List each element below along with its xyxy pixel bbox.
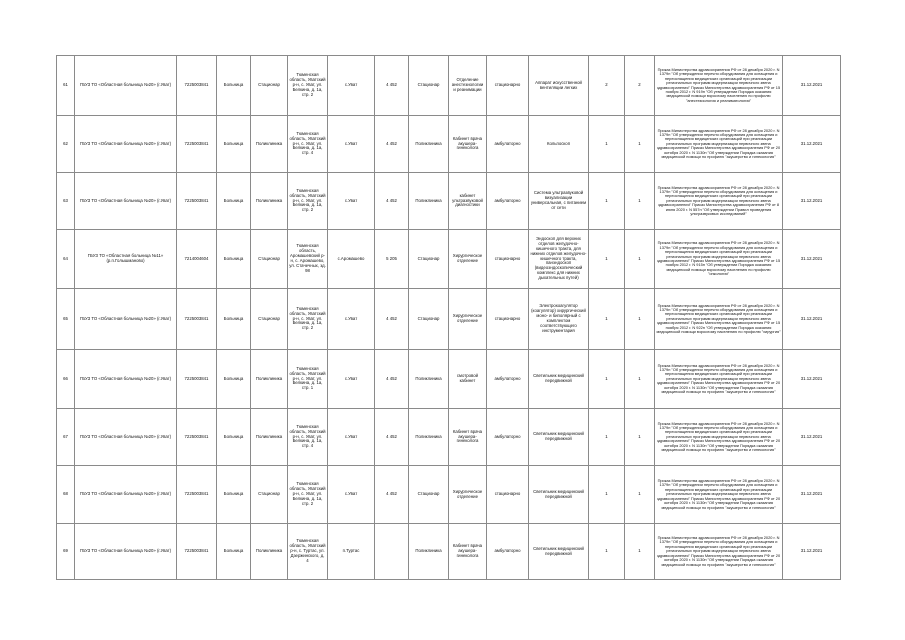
inn-code: 7225003841: [177, 350, 217, 409]
regulatory-document: Приказ Министерства здравоохранения РФ от 28 декабря 2020 г. N 1379н "Об утверждении перечня оборудования для оснащения и переоснащения медицинских организаций при реализации региональных программ модернизации первичного звена здравоохранения" Приказ Министерства здравоохранения РФ от 15 ноября 2012 г. N 915н "Об утверждении Порядка оказания медицинской помощи взрослому населению по профилю "онкология": [655, 230, 783, 289]
organization-name: ГБУЗ ТО «Областная больница №20» (г.Уват): [75, 524, 177, 580]
quantity-planned: 1: [589, 289, 625, 350]
facility-type: Больница: [217, 409, 251, 466]
row-number: 61: [57, 56, 75, 116]
structural-unit: Поликлиника: [409, 524, 449, 580]
row-number: 69: [57, 524, 75, 580]
table-row: [57, 56, 841, 116]
population: 4 452: [375, 116, 409, 173]
care-condition: Стационар: [251, 56, 288, 116]
regulatory-document: Приказ Министерства здравоохранения РФ от 28 декабря 2020 г. N 1379н "Об утверждении перечня оборудования для оснащения и переоснащения медицинских организаций при реализации региональных программ модернизации первичного звена здравоохранения" Приказ Министерства здравоохранения РФ от 20 октября 2020 г. N 1130н "Об утверждении Порядка оказания медицинской помощи по профилю "акушерство и гинекология": [655, 409, 783, 466]
quantity-actual: 1: [625, 173, 655, 230]
care-form: стационарно: [487, 466, 529, 524]
inn-code: 7225003841: [177, 56, 217, 116]
population: 4 452: [375, 56, 409, 116]
facility-type: Больница: [217, 466, 251, 524]
quantity-actual: 1: [625, 230, 655, 289]
department: кабинет ультразвуковой диагностики: [449, 173, 487, 230]
row-number: 63: [57, 173, 75, 230]
population: 4 452: [375, 350, 409, 409]
care-condition: Поликлиника: [251, 409, 288, 466]
care-condition: Стационар: [251, 289, 288, 350]
department: Кабинет врача акушера-гинеколога: [449, 524, 487, 580]
locality: с.Уват: [328, 466, 375, 524]
equipment-name: Светильник медицинский передвижной: [529, 350, 589, 409]
inn-code: 7225003841: [177, 116, 217, 173]
table-row: [57, 173, 841, 230]
organization-name: ГБУЗ ТО «Областная больница №11» (р.п.Голышманово): [75, 230, 177, 289]
equipment-name: Светильник медицинский передвижной: [529, 524, 589, 580]
quantity-planned: 1: [589, 230, 625, 289]
quantity-planned: 1: [589, 116, 625, 173]
quantity-actual: 1: [625, 524, 655, 580]
table-row: [57, 230, 841, 289]
deadline-date: 31.12.2021: [783, 524, 841, 580]
quantity-actual: 2: [625, 56, 655, 116]
facility-type: Больница: [217, 524, 251, 580]
row-number: 67: [57, 409, 75, 466]
department: Хирургическое отделение: [449, 466, 487, 524]
population: 4 452: [375, 289, 409, 350]
department: Кабинет врача акушера-гинеколога: [449, 116, 487, 173]
equipment-name: Светильник медицинский передвижной: [529, 466, 589, 524]
equipment-name: Система ультразвуковой визуализации универсальная, с питанием от сети: [529, 173, 589, 230]
quantity-planned: 1: [589, 173, 625, 230]
table-row: [57, 116, 841, 173]
organization-name: ГБУЗ ТО «Областная больница №20» (г.Уват): [75, 350, 177, 409]
organization-name: ГБУЗ ТО «Областная больница №20» (г.Уват): [75, 56, 177, 116]
facility-type: Больница: [217, 116, 251, 173]
care-condition: Поликлиника: [251, 524, 288, 580]
locality: с.Уват: [328, 289, 375, 350]
care-condition: Поликлиника: [251, 350, 288, 409]
organization-name: ГБУЗ ТО «Областная больница №20» (г.Уват): [75, 409, 177, 466]
row-number: 66: [57, 350, 75, 409]
deadline-date: 31.12.2021: [783, 289, 841, 350]
address: Тюменская область, Уватский р-н, с. Уват, ул. Белкина, д. 1а, стр. 2: [288, 289, 328, 350]
organization-name: ГБУЗ ТО «Областная больница №20» (г.Уват): [75, 289, 177, 350]
inn-code: 7225003841: [177, 289, 217, 350]
regulatory-document: Приказ Министерства здравоохранения РФ от 28 декабря 2020 г. N 1379н "Об утверждении перечня оборудования для оснащения и переоснащения медицинских организаций при реализации региональных программ модернизации первичного звена здравоохранения" Приказ Министерства здравоохранения РФ от 20 октября 2020 г. N 1130н "Об утверждении Порядка оказания медицинской помощи по профилю "акушерство и гинекология": [655, 466, 783, 524]
structural-unit: Стационар: [409, 56, 449, 116]
equipment-name: Светильник медицинский передвижной: [529, 409, 589, 466]
document-page: [56, 55, 841, 580]
care-form: амбулаторно: [487, 116, 529, 173]
table-row: [57, 289, 841, 350]
address: Тюменская область, Уватский р-н, с. Уват, ул. Белкина, д. 1а, стр. 4: [288, 409, 328, 466]
quantity-planned: 1: [589, 466, 625, 524]
quantity-planned: 1: [589, 409, 625, 466]
organization-name: ГБУЗ ТО «Областная больница №20» (г.Уват): [75, 466, 177, 524]
equipment-name: Кольпоскоп: [529, 116, 589, 173]
department: смотровой кабинет: [449, 350, 487, 409]
care-form: стационарно: [487, 289, 529, 350]
structural-unit: Стационар: [409, 230, 449, 289]
row-number: 65: [57, 289, 75, 350]
table-row: [57, 524, 841, 580]
deadline-date: 31.12.2021: [783, 230, 841, 289]
deadline-date: 31.12.2021: [783, 116, 841, 173]
department: Хирургическое отделение: [449, 230, 487, 289]
deadline-date: 31.12.2021: [783, 350, 841, 409]
row-number: 62: [57, 116, 75, 173]
row-number: 64: [57, 230, 75, 289]
locality: п.Туртас: [328, 524, 375, 580]
locality: с.Уват: [328, 173, 375, 230]
regulatory-document: Приказ Министерства здравоохранения РФ от 28 декабря 2020 г. N 1379н "Об утверждении перечня оборудования для оснащения и переоснащения медицинских организаций при реализации региональных программ модернизации первичного звена здравоохранения" Приказ Министерства здравоохранения РФ от 15 ноября 2012 г. N 919н "Об утверждении Порядка оказания медицинской помощи взрослому населению по профилю "анестезиология и реаниматология": [655, 56, 783, 116]
deadline-date: 31.12.2021: [783, 409, 841, 466]
structural-unit: Поликлиника: [409, 116, 449, 173]
quantity-planned: 2: [589, 56, 625, 116]
care-form: амбулаторно: [487, 524, 529, 580]
table-row: [57, 409, 841, 466]
inn-code: 7214004604: [177, 230, 217, 289]
deadline-date: 31.12.2021: [783, 466, 841, 524]
address: Тюменская область, Уватский р-н, с. Уват, ул. Белкина, д. 1а, стр. 2: [288, 173, 328, 230]
population: 5 205: [375, 230, 409, 289]
equipment-name: Электрокоагулятор (коагулятор) хирургический моно- и биполярный с комплектом соответствующего инструментария: [529, 289, 589, 350]
population: [375, 524, 409, 580]
deadline-date: 31.12.2021: [783, 173, 841, 230]
care-form: амбулаторно: [487, 173, 529, 230]
care-condition: Поликлиника: [251, 173, 288, 230]
department: Хирургическое отделение: [449, 289, 487, 350]
inn-code: 7225003841: [177, 173, 217, 230]
population: 4 452: [375, 173, 409, 230]
address: Тюменская область, Уватский р-н, с. Уват, ул. Белкина, д. 1а, стр. 2: [288, 56, 328, 116]
population: 4 452: [375, 466, 409, 524]
inn-code: 7225003841: [177, 524, 217, 580]
care-form: амбулаторно: [487, 409, 529, 466]
address: Тюменская область, Уватский р-н, с. Уват, ул. Белкина, д. 1а, стр. 4: [288, 116, 328, 173]
structural-unit: Стационар: [409, 466, 449, 524]
quantity-planned: 1: [589, 524, 625, 580]
regulatory-document: Приказ Министерства здравоохранения РФ от 28 декабря 2020 г. N 1379н "Об утверждении перечня оборудования для оснащения и переоснащения медицинских организаций при реализации региональных программ модернизации первичного звена здравоохранения" Приказ Министерства здравоохранения РФ от 20 октября 2020 г. N 1130н "Об утверждении Порядка оказания медицинской помощи по профилю "акушерство и гинекология": [655, 350, 783, 409]
regulatory-document: Приказ Министерства здравоохранения РФ от 28 декабря 2020 г. N 1379н "Об утверждении перечня оборудования для оснащения и переоснащения медицинских организаций при реализации региональных программ модернизации первичного звена здравоохранения" Приказ Министерства здравоохранения РФ от 20 октября 2020 г. N 1130н "Об утверждении Порядка оказания медицинской помощи по профилю "акушерство и гинекология": [655, 116, 783, 173]
table-row: [57, 466, 841, 524]
organization-name: ГБУЗ ТО «Областная больница №20» (г.Уват): [75, 116, 177, 173]
structural-unit: Поликлиника: [409, 409, 449, 466]
structural-unit: Поликлиника: [409, 350, 449, 409]
care-condition: Поликлиника: [251, 116, 288, 173]
facility-type: Больница: [217, 230, 251, 289]
regulatory-document: Приказ Министерства здравоохранения РФ от 28 декабря 2020 г. N 1379н "Об утверждении перечня оборудования для оснащения и переоснащения медицинских организаций при реализации региональных программ модернизации первичного звена здравоохранения" Приказ Министерства здравоохранения РФ от 8 июня 2020 г. N 557н "Об утверждении Правил проведения ультразвуковых исследований": [655, 173, 783, 230]
address: Тюменская область, Уватский р-н, с. Уват, ул. Белкина, д. 1а, стр. 2: [288, 466, 328, 524]
care-form: стационарно: [487, 56, 529, 116]
quantity-actual: 1: [625, 409, 655, 466]
address: Тюменская область, Аромашевский р-н, с. Аромашево, ул. Стачечных, зд. 98: [288, 230, 328, 289]
care-form: амбулаторно: [487, 350, 529, 409]
facility-type: Больница: [217, 350, 251, 409]
department: Кабинет врача акушера-гинеколога: [449, 409, 487, 466]
inn-code: 7225003841: [177, 409, 217, 466]
deadline-date: 31.12.2021: [783, 56, 841, 116]
quantity-actual: 1: [625, 466, 655, 524]
care-condition: Стационар: [251, 230, 288, 289]
facility-type: Больница: [217, 56, 251, 116]
equipment-name: Эндоскоп для верхних отделов желудочно-кишечного тракта, для нижних отделов желудочно-кишечного тракта, панэндоскоп (видеоэндоскопический комплекс для нижних дыхательных путей): [529, 230, 589, 289]
quantity-planned: 1: [589, 350, 625, 409]
facility-type: Больница: [217, 173, 251, 230]
address: Тюменская область, Уватский р-н, с. Туртас, ул. Дзержинского, д. 4: [288, 524, 328, 580]
equipment-name: Аппарат искусственной вентиляции легких: [529, 56, 589, 116]
structural-unit: Поликлиника: [409, 173, 449, 230]
quantity-actual: 1: [625, 289, 655, 350]
inn-code: 7225003841: [177, 466, 217, 524]
organization-name: ГБУЗ ТО «Областная больница №20» (г.Уват): [75, 173, 177, 230]
department: Отделение анестезиологии и реанимации: [449, 56, 487, 116]
locality: с.Аромашево: [328, 230, 375, 289]
quantity-actual: 1: [625, 350, 655, 409]
locality: с.Уват: [328, 409, 375, 466]
equipment-table: [56, 55, 841, 580]
locality: с.Уват: [328, 116, 375, 173]
table-row: [57, 350, 841, 409]
care-form: стационарно: [487, 230, 529, 289]
quantity-actual: 1: [625, 116, 655, 173]
locality: с.Уват: [328, 350, 375, 409]
structural-unit: Стационар: [409, 289, 449, 350]
regulatory-document: Приказ Министерства здравоохранения РФ от 28 декабря 2020 г. N 1379н "Об утверждении перечня оборудования для оснащения и переоснащения медицинских организаций при реализации региональных программ модернизации первичного звена здравоохранения" Приказ Министерства здравоохранения РФ от 20 октября 2020 г. N 1130н "Об утверждении Порядка оказания медицинской помощи по профилю "акушерство и гинекология": [655, 524, 783, 580]
care-condition: Стационар: [251, 466, 288, 524]
population: 4 452: [375, 409, 409, 466]
regulatory-document: Приказ Министерства здравоохранения РФ от 28 декабря 2020 г. N 1379н "Об утверждении перечня оборудования для оснащения и переоснащения медицинских организаций при реализации региональных программ модернизации первичного звена здравоохранения" Приказ Министерства здравоохранения РФ от 15 ноября 2012 г. N 922н "Об утверждении Порядка оказания медицинской помощи взрослому населению по профилю "хирургия": [655, 289, 783, 350]
row-number: 68: [57, 466, 75, 524]
address: Тюменская область, Уватский р-н, с. Уват, ул. Белкина, д. 1а, стр. 1: [288, 350, 328, 409]
locality: с.Уват: [328, 56, 375, 116]
facility-type: Больница: [217, 289, 251, 350]
